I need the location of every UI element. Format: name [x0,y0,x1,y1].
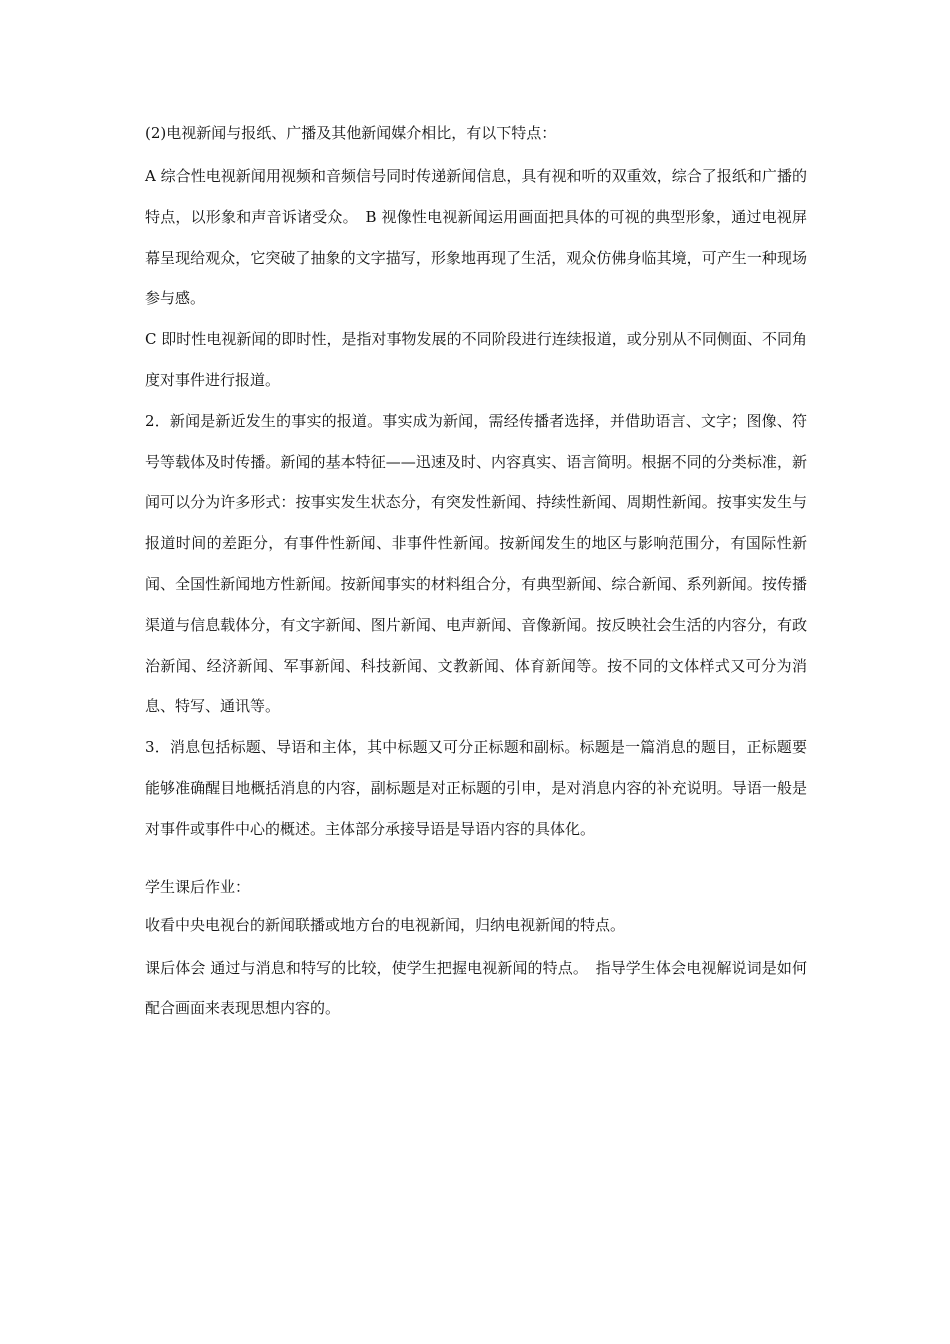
paragraph-news-structure: 3．消息包括标题、导语和主体，其中标题又可分正标题和副标。标题是一篇消息的题目，正标题要能够准确醒目地概括消息的内容，副标题是对正标题的引申，是对消息内容的补充说明。导语一般是对事件或事件中心的概述。主体部分承接导语是导语内容的具体化。 [145,738,807,838]
paragraph-feature-c: C 即时性电视新闻的即时性，是指对事物发展的不同阶段进行连续报道，或分别从不同侧面、不同角度对事件进行报道。 [145,330,807,389]
document-page [145,118,807,1029]
paragraph-news-definition: 2．新闻是新近发生的事实的报道。事实成为新闻，需经传播者选择，并借助语言、文字；图像、符号等载体及时传播。新闻的基本特征——迅速及时、内容真实、语言简明。根据不同的分类标准，新闻可以分为许多形式：按事实发生状态分，有突发性新闻、持续性新闻、周期性新闻。按事实发生与报道时间的差距分，有事件性新闻、非事件性新闻。按新闻发生的地区与影响范围分，有国际性新闻、全国性新闻地方性新闻。按新闻事实的材料组合分，有典型新闻、综合新闻、系列新闻。按传播渠道与信息载体分，有文字新闻、图片新闻、电声新闻、音像新闻。按反映社会生活的内容分，有政治新闻、经济新闻、军事新闻、科技新闻、文教新闻、体育新闻等。按不同的文体样式又可分为消息、特写、通讯等。 [145,411,807,716]
section-spacer [145,850,807,872]
paragraph-features-a-b: A 综合性电视新闻用视频和音频信号同时传递新闻信息，具有视和听的双重效，综合了报纸和广播的特点，以形象和声音诉诸受众。 B 视像性电视新闻运用画面把具体的可视的典型形象，通过电视屏幕呈现给观众，它突破了抽象的文字描写，形象地再现了生活，观众仿佛身临其境，可产生一种现场参与感。 [145,167,807,308]
paragraph-tv-news-features-intro: (2)电视新闻与报纸、广播及其他新闻媒介相比，有以下特点： [145,124,557,142]
homework-text: 收看中央电视台的新闻联播或地方台的电视新闻，归纳电视新闻的特点。 [145,915,626,934]
reflection-text: 课后体会 通过与消息和特写的比较，使学生把握电视新闻的特点。 指导学生体会电视解说词是如何配合画面来表现思想内容的。 [145,958,807,1018]
homework-heading: 学生课后作业： [145,877,251,896]
